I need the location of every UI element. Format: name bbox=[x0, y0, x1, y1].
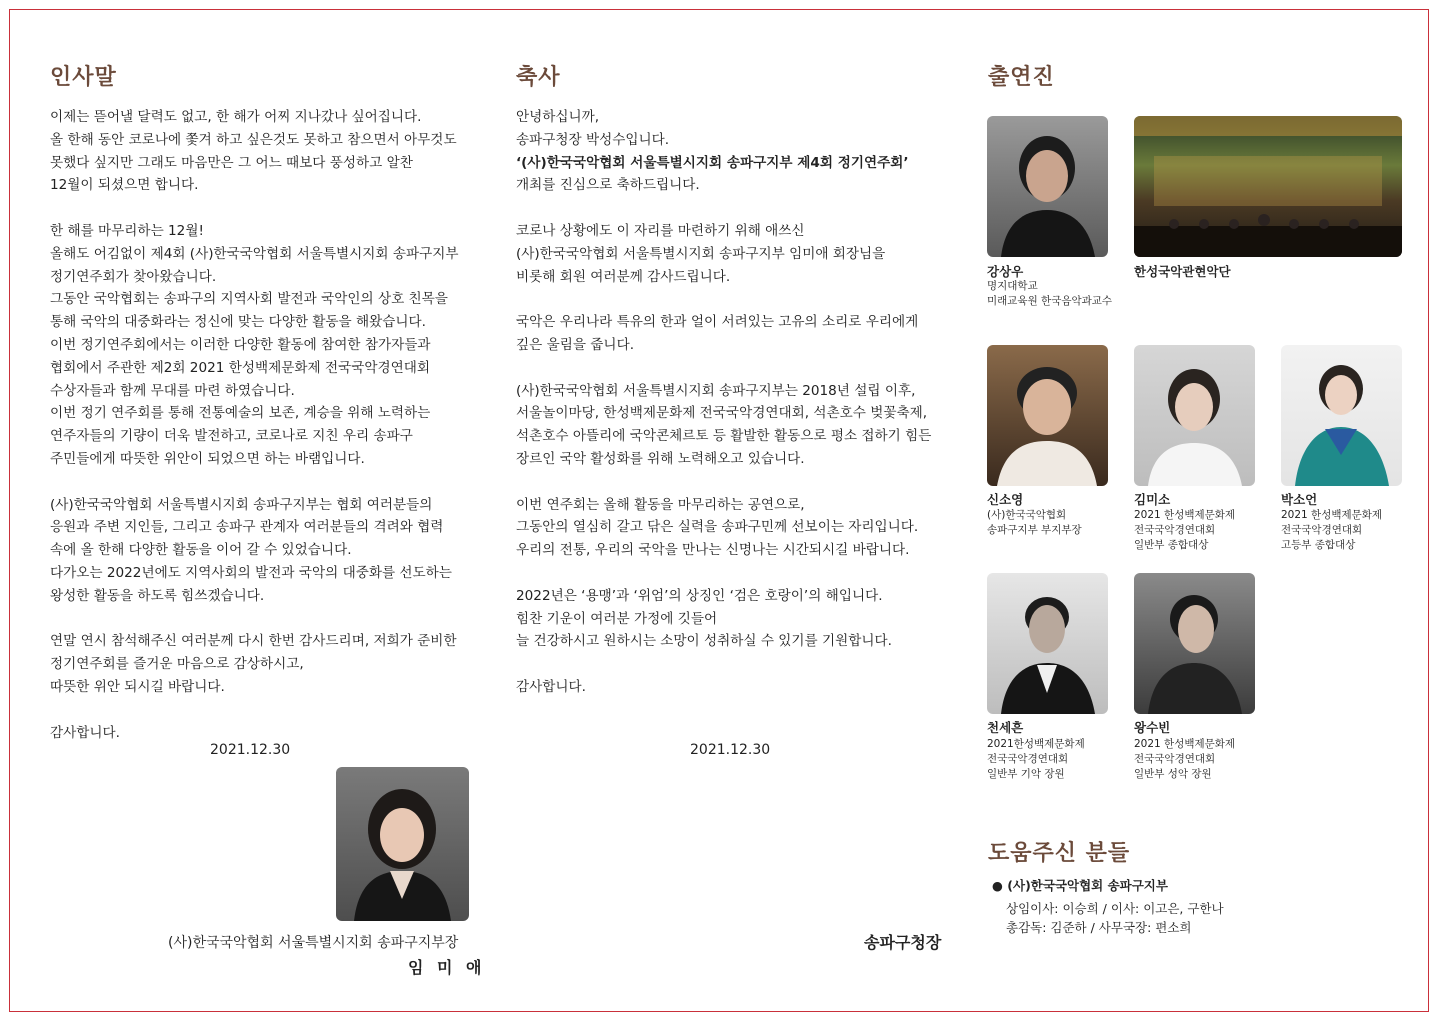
performer-name: 박소언 bbox=[1281, 492, 1318, 507]
greeting-signature-org: (사)한국국악협회 서울특별시지회 송파구지부장 bbox=[168, 935, 459, 951]
congrats-paragraph: 감사합니다. bbox=[516, 678, 586, 695]
greeting-paragraph: 한 해를 마무리하는 12월! 올해도 어김없이 제4회 (사)한국국악협회 서울특별시지회 송파구지부 정기연주회가 찾아왔습니다. 그동안 국악협회는 송파구의 지역사회 발전과 국악인의 상호 친목을 통해 국악의 대중화라는 정신에 맞는 다양한 활동을 해왔습니다. 이번 정기연주회에서는 이러한 다양한 활동에 참여한 참가자들과 협회에서 주관한 제2회 2021 한성백제문화제 전국국악경연대회 수상자들과 함께 무대를 마련 하였습니다. 이번 정기 연주회를 통해 전통예술의 보존, 계승을 위해 노력하는 연주자들의 기량이 더욱 발전하고, 코로나로 지친 우리 송파구 주민들에게 따뜻한 위안이 되었으면 하는 바램입니다. bbox=[50, 222, 459, 467]
performer-name: 한성국악관현악단 bbox=[1134, 264, 1231, 279]
congrats-paragraph: 개최를 진심으로 축하드립니다. bbox=[516, 177, 700, 194]
performer-name: 신소영 bbox=[987, 492, 1024, 507]
congrats-date: 2021.12.30 bbox=[690, 742, 771, 758]
greeting-paragraph: 연말 연시 참석해주신 여러분께 다시 한번 감사드리며, 저희가 준비한 정기연주회를 즐거운 마음으로 감상하시고, 따뜻한 위안 되시길 바랍니다. bbox=[50, 633, 457, 695]
performer-photo-park bbox=[1281, 345, 1402, 486]
performer-name: 왕수빈 bbox=[1134, 720, 1171, 735]
congrats-paragraph: (사)한국국악협회 서울특별시지회 송파구지부는 2018년 설립 이후, 서울놀이마당, 한성백제문화제 전국국악경연대회, 석촌호수 벚꽃축제, 석촌호수 아뜰리에 국악콘체르토 등 활발한 활동으로 평소 접하기 힘든 장르인 국악 활성화를 위해 노력해오고 있습니다. bbox=[516, 382, 932, 467]
congrats-signature: 송파구청장 bbox=[864, 933, 942, 952]
performers-title: 출연진 bbox=[988, 65, 1055, 90]
performer-photo-cheon bbox=[987, 573, 1108, 714]
congrats-title: 축사 bbox=[516, 65, 561, 90]
congrats-event-name: ‘(사)한국국악협회 서울특별시지회 송파구지부 제4회 정기연주회’ bbox=[516, 154, 909, 171]
bullet-icon: ● bbox=[992, 878, 1003, 893]
orchestra-photo bbox=[1134, 116, 1402, 257]
performer-desc: 2021 한성백제문화제 전국국악경연대회 고등부 종합대상 bbox=[1281, 509, 1383, 551]
helpers-org-item bbox=[992, 876, 1168, 894]
performer-desc: 2021 한성백제문화제 전국국악경연대회 일반부 성악 장원 bbox=[1134, 738, 1236, 780]
performer-name: 김미소 bbox=[1134, 492, 1171, 507]
president-photo bbox=[336, 767, 469, 921]
greeting-paragraph: (사)한국국악협회 서울특별시지회 송파구지부는 협회 여러분들의 응원과 주변 지인들, 그리고 송파구 관계자 여러분들의 격려와 협력 속에 올 한해 다양한 활동을 이어 갈 수 있었습니다. 다가오는 2022년에도 지역사회의 발전과 국악의 대중화를 선도하는 왕성한 활동을 하도록 힘쓰겠습니다. bbox=[50, 496, 452, 604]
congrats-paragraph: 국악은 우리나라 특유의 한과 얼이 서려있는 고유의 소리로 우리에게 깊은 울림을 줍니다. bbox=[516, 314, 919, 353]
performer-name: 천세흔 bbox=[987, 720, 1024, 735]
congrats-paragraph: 이번 연주회는 올해 활동을 마무리하는 공연으로, 그동안의 열심히 갈고 닦은 실력을 송파구민께 선보이는 자리입니다. 우리의 전통, 우리의 국악을 만나는 신명나는 시간되시길 바랍니다. bbox=[516, 496, 919, 559]
greeting-signature-name: 임 미 애 bbox=[408, 958, 486, 977]
greeting-paragraph: 이제는 뜯어낼 달력도 없고, 한 해가 어찌 지나갔나 싶어집니다. 올 한해 동안 코로나에 쫓겨 하고 싶은것도 못하고 참으면서 아무것도 못했다 싶지만 그래도 마음만은 그 어느 때보다 풍성하고 알찬 12월이 되셨으면 합니다. bbox=[50, 109, 457, 194]
performer-photo-wang bbox=[1134, 573, 1255, 714]
performer-desc: 2021 한성백제문화제 전국국악경연대회 일반부 종합대상 bbox=[1134, 509, 1236, 551]
performer-photo-shin bbox=[987, 345, 1108, 486]
helpers-title: 도움주신 분들 bbox=[988, 841, 1131, 866]
congrats-paragraph: 안녕하십니까, 송파구청장 박성수입니다. bbox=[516, 109, 670, 148]
greeting-date: 2021.12.30 bbox=[210, 742, 291, 758]
performer-desc: (사)한국국악협회 송파구지부 부지부장 bbox=[987, 509, 1082, 536]
performer-photo-kim bbox=[1134, 345, 1255, 486]
helpers-line: 총감독: 김준하 / 사무국장: 편소희 bbox=[1006, 920, 1192, 935]
greeting-title: 인사말 bbox=[50, 65, 117, 90]
congrats-body bbox=[516, 106, 966, 699]
helpers-line: 상임이사: 이승희 / 이사: 이고은, 구한나 bbox=[1006, 901, 1224, 916]
performer-desc: 2021한성백제문화제 전국국악경연대회 일반부 기악 장원 bbox=[987, 738, 1085, 780]
helpers-org: (사)한국국악협회 송파구지부 bbox=[1007, 878, 1168, 893]
congrats-paragraph: 2022년은 ‘용맹’과 ‘위엄’의 상징인 ‘검은 호랑이’의 해입니다. 힘찬 기운이 여러분 가정에 깃들어 늘 건강하시고 원하시는 소망이 성취하실 수 있기를 기원합니다. bbox=[516, 587, 892, 650]
greeting-paragraph: 감사합니다. bbox=[50, 724, 120, 741]
greeting-body bbox=[50, 106, 490, 744]
performer-photo-kang bbox=[987, 116, 1108, 257]
congrats-paragraph: 코로나 상황에도 이 자리를 마련하기 위해 애쓰신 (사)한국국악협회 서울특별시지회 송파구지부 임미애 회장님을 비롯해 회원 여러분께 감사드립니다. bbox=[516, 222, 886, 285]
performer-desc: 명지대학교 미래교육원 한국음악과교수 bbox=[987, 280, 1113, 307]
performer-name: 강상우 bbox=[987, 264, 1024, 279]
